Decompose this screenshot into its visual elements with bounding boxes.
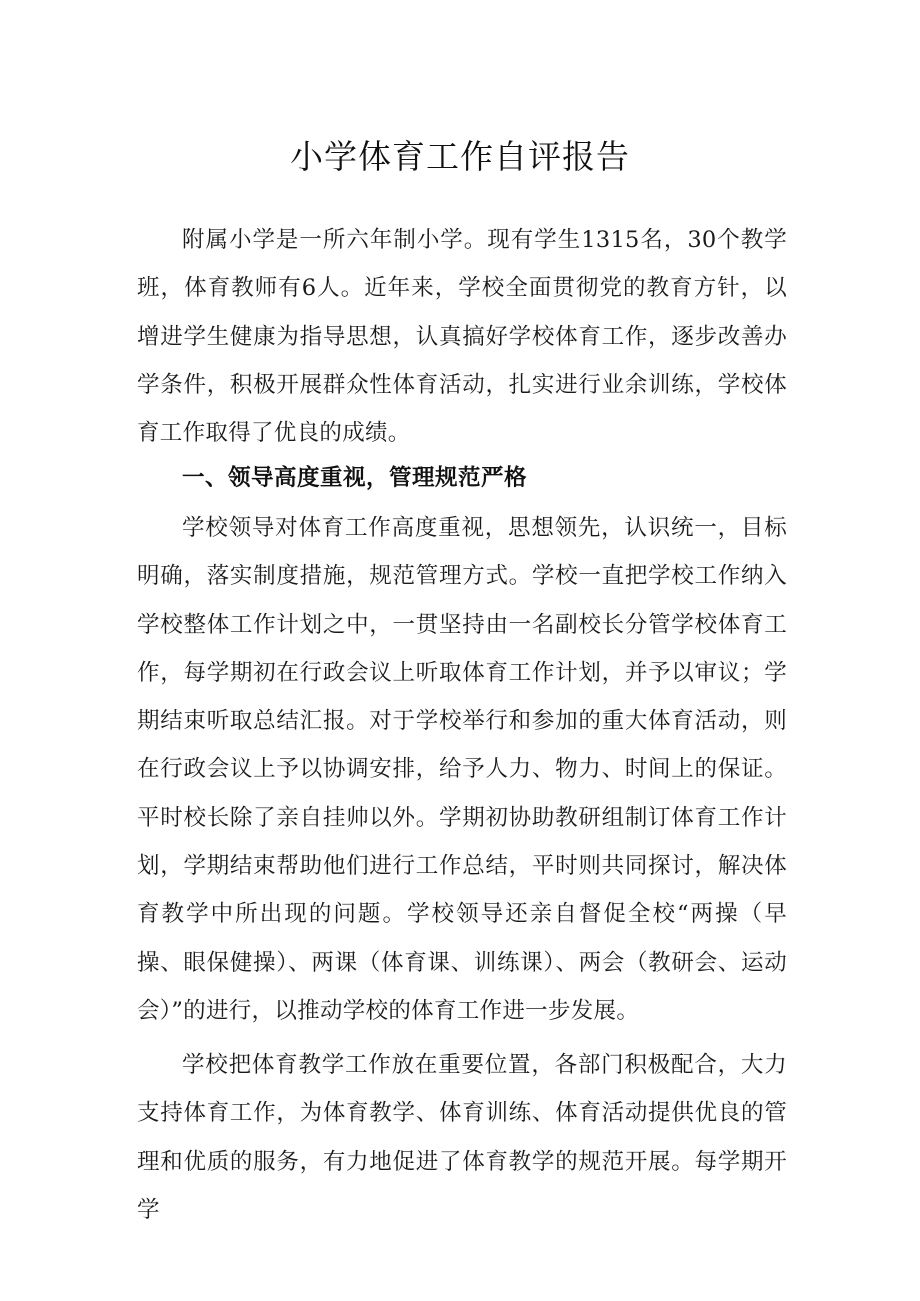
section-heading: 一、领导高度重视，管理规范严格 [182,465,528,491]
intro-paragraph: 附属小学是一所六年制小学。现有学生1315名，30个教学班，体育教师有6人。近年来，学校全面贯彻党的教育方针，以增进学生健康为指导思想，认真搞好学校体育工作，逐步改善办学条件，积极开展群众性体育活动，扎实进行业余训练，学校体育工作取得了优良的成绩。 [137,227,787,447]
body-paragraph: 学校领导对体育工作高度重视，思想领先，认识统一，目标明确，落实制度措施，规范管理方式。学校一直把学校工作纳入学校整体工作计划之中，一贯坚持由一名副校长分管学校体育工作，每学期初在行政会议上听取体育工作计划，并予以审议；学期结束听取总结汇报。对于学校举行和参加的重大体育活动，则在行政会议上予以协调安排，给予人力、物力、时间上的保证。平时校长除了亲自挂帅以外。学期初协助教研组制订体育工作计划，学期结束帮助他们进行工作总结，平时则共同探讨，解决体育教学中所出现的问题。学校领导还亲自督促全校“两操（早操、眼保健操）、两课（体育课、训练课）、两会（教研会、运动会）”的进行，以推动学校的体育工作进一步发展。 [137,515,787,1024]
body-paragraph: 学校把体育教学工作放在重要位置，各部门积极配合，大力支持体育工作，为体育教学、体育训练、体育活动提供优良的管理和优质的服务，有力地促进了体育教学的规范开展。每学期开学 [137,1052,787,1223]
document-title: 小学体育工作自评报告 [290,137,630,176]
